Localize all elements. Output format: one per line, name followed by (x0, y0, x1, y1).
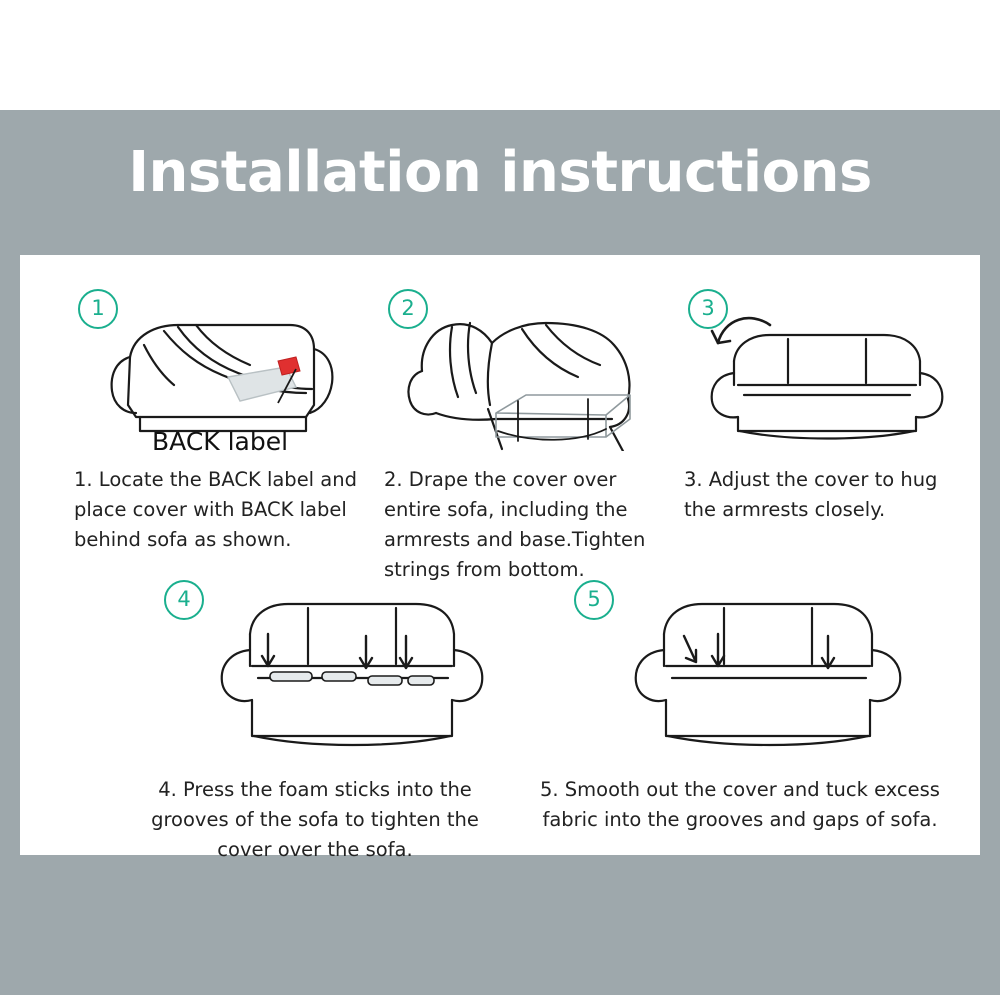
page-title: Installation instructions (128, 140, 872, 205)
instructions-card (20, 255, 980, 861)
step-1-badge: 1 (78, 289, 118, 329)
step-1 (60, 275, 360, 565)
step-3-sofa-adjust-armrest-illustration (688, 309, 958, 449)
step-4-caption: 4. Press the foam sticks into the grooves of the sofa to tighten the cover over the sofa. (151, 778, 479, 861)
step-4-sofa-foam-sticks-illustration (190, 580, 490, 770)
step-5-badge: 5 (574, 580, 614, 620)
step-3-badge: 3 (688, 289, 728, 329)
step-2-caption: 2. Drape the cover over entire sofa, including the armrests and base.Tighten strings from bottom. (384, 468, 646, 581)
step-4 (130, 570, 500, 861)
step-2 (370, 275, 670, 581)
step-5-sofa-smooth-tuck-illustration (602, 580, 912, 770)
step-3-caption: 3. Adjust the cover to hug the armrests closely. (684, 468, 938, 521)
step-3 (670, 275, 970, 565)
step-5 (540, 570, 940, 850)
step-1-sofa-cover-back-label-illustration (100, 305, 350, 445)
step-5-caption: 5. Smooth out the cover and tuck excess fabric into the grooves and gaps of sofa. (540, 778, 940, 831)
step-1-caption: 1. Locate the BACK label and place cover with BACK label behind sofa as shown. (74, 468, 357, 551)
back-label-annotation: BACK label (152, 427, 289, 456)
step-4-badge: 4 (164, 580, 204, 620)
step-2-sofa-drape-cover-illustration (392, 301, 662, 451)
step-2-badge: 2 (388, 289, 428, 329)
